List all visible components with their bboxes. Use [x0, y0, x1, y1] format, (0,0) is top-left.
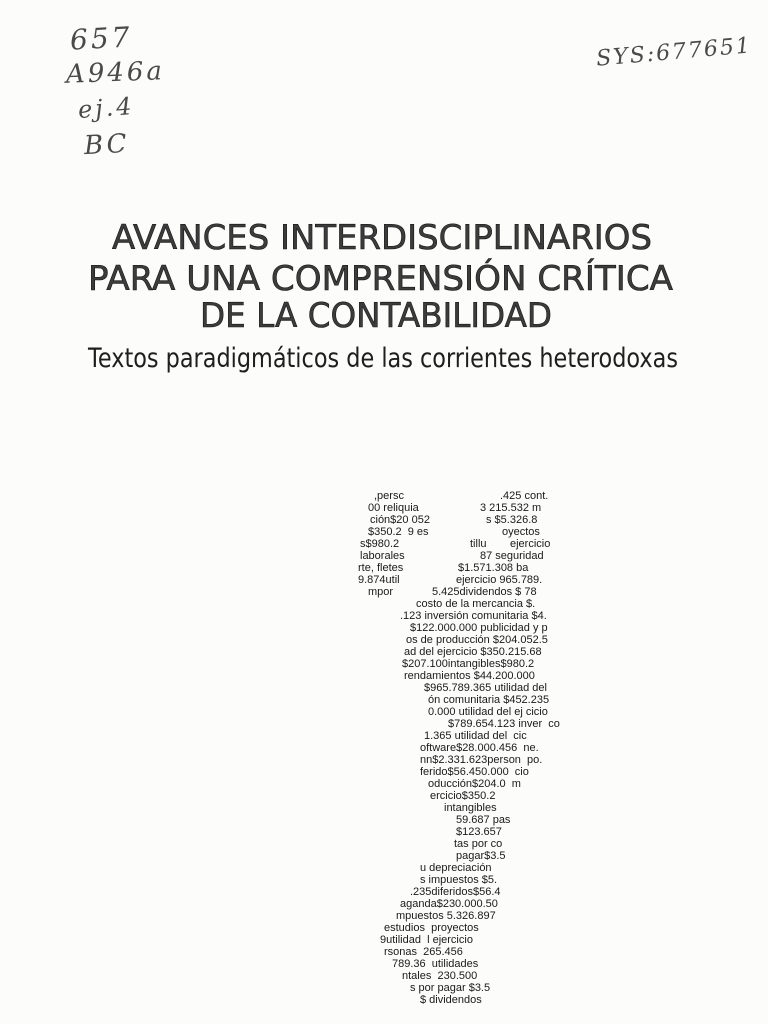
figure-text-fragment: 59.687 pas [456, 814, 511, 826]
figure-text-fragment: ejercicio [510, 538, 551, 550]
figure-text-fragment: 9.874util [358, 574, 400, 586]
figure-text-fragment: $ dividendos [420, 994, 482, 1006]
figure-text-fragment: rendamientos $44.200.000 [404, 670, 535, 682]
figure-text-fragment: 00 reliquia [368, 502, 419, 514]
figure-text-fragment: intangibles [444, 802, 497, 814]
figure-text-fragment: s $5.326.8 [486, 514, 538, 526]
figure-text-fragment: ejercicio 965.789. [456, 574, 543, 586]
figure-text-fragment: laborales [360, 550, 405, 562]
figure-text-fragment: $789.654.123 inver co [448, 718, 560, 730]
figure-text-fragment: rte, fletes [358, 562, 404, 574]
figure-text-fragment: $207.100intangibles$980.2 [402, 658, 535, 670]
figure-text-fragment: .425 cont. [500, 490, 549, 502]
figure-text-fragment: ntales 230.500 [402, 970, 478, 982]
figure-text-fragment: ,persc [374, 490, 404, 502]
figure-text-fragment: ercicio$350.2 [430, 790, 496, 802]
book-title-block [0, 190, 768, 390]
book-title-line-1: AVANCES INTERDISCIPLINARIOS [112, 218, 652, 258]
figure-text-fragment: estudios proyectos [384, 922, 479, 934]
book-title-line-2: PARA UNA COMPRENSIÓN CRÍTICA [88, 259, 671, 299]
figure-text-fragment: 789.36 utilidades [392, 958, 479, 970]
figure-text-fragment: s por pagar $3.5 [410, 982, 491, 994]
figure-text-fragment: $123.657 [456, 826, 502, 838]
book-title-line-3: DE LA CONTABILIDAD [200, 296, 552, 336]
figure-text-fragment: u depreciación [420, 862, 492, 874]
figure-text-fragment: .235diferidos$56.4 [410, 886, 501, 898]
figure-text-fragment: mpor [368, 586, 394, 598]
figure-text-fragment: os de producción $204.052.5 [406, 634, 548, 646]
handwritten-call-number-line-1: 657 [69, 20, 134, 57]
book-subtitle: Textos paradigmáticos de las corrientes heterodoxas [87, 343, 678, 374]
figure-text-fragment: 5.425dividendos $ 78 [432, 586, 537, 598]
figure-text-fragment: $1.571.308 ba [458, 562, 529, 574]
figure-text-fragment: 1.365 utilidad del cic [424, 730, 527, 742]
figure-text-fragment: .123 inversión comunitaria $4. [400, 610, 547, 622]
figure-text-fragment: mpuestos 5.326.897 [396, 910, 496, 922]
figure-text-fragment: s$980.2 [360, 538, 400, 550]
figure-text-fragment: 87 seguridad [480, 550, 544, 562]
figure-text-fragment: oftware$28.000.456 ne. [420, 742, 539, 754]
figure-text-fragment: $350.2 9 es [368, 526, 429, 538]
figure-text-fragment: rsonas 265.456 [384, 946, 463, 958]
figure-text-fragment: tas por co [454, 838, 503, 850]
figure-text-fragment: ón comunitaria $452.235 [428, 694, 550, 706]
figure-text-fragment: s impuestos $5. [420, 874, 498, 886]
figure-text-fragment: 3 215.532 m [480, 502, 542, 514]
figure-text-fragment: $122.000.000 publicidad y p [410, 622, 548, 634]
figure-text-fragment: aganda$230.000.50 [400, 898, 498, 910]
figure-text-fragment: pagar$3.5 [456, 850, 506, 862]
figure-text-fragment: ción$20 052 [370, 514, 430, 526]
handwritten-copy-number: ej.4 [77, 92, 136, 124]
figure-text-fragment: costo de la mercancia $. [416, 598, 536, 610]
handwritten-location-code: BC [83, 128, 131, 162]
figure-text-fragment: oyectos [502, 526, 540, 538]
figure-text-fragment: $965.789.365 utilidad del [424, 682, 547, 694]
figure-text-fragment: ferido$56.450.000 cio [420, 766, 529, 778]
figure-text-fragment: ad del ejercicio $350.215.68 [404, 646, 542, 658]
figure-text-fragment: tillu [470, 538, 487, 550]
handwritten-call-number-line-2: A946a [65, 56, 166, 90]
figure-text-fragment: nn$2.331.623person po. [420, 754, 543, 766]
handwritten-system-number: SYS:677651 [595, 33, 753, 72]
figure-text-fragment: 9utilidad l ejercicio [380, 934, 473, 946]
figure-text-fragment: oducción$204.0 m [428, 778, 521, 790]
figure-text-fragment: 0.000 utilidad del ej cicio [428, 706, 548, 718]
